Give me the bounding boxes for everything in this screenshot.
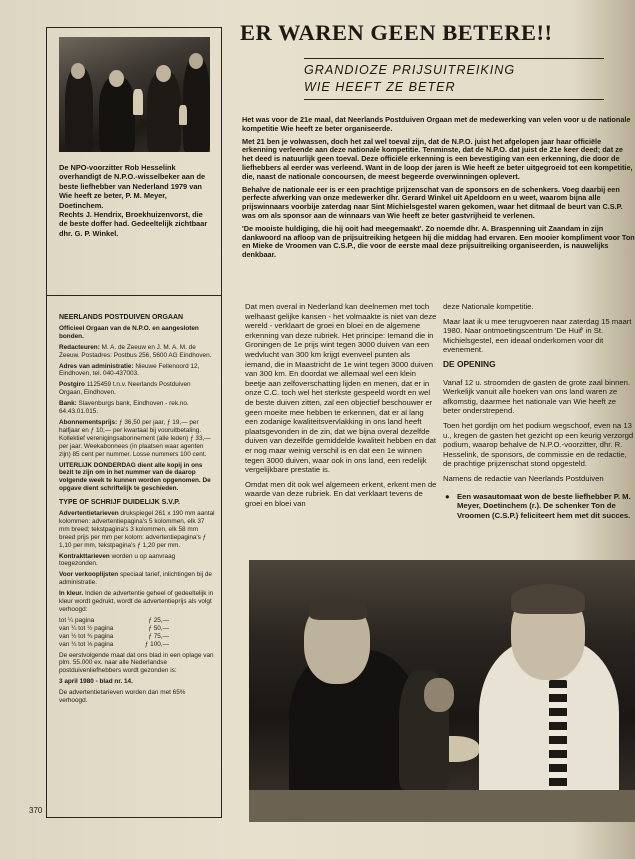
caption-line-1: De NPO-voorzitter Rob Hesselink overhandigt de N.P.O.-wisselbeker aan de beste liefhebber van Nederland 1979 van Wie heeft ze beter, P. M. Meyer, Doetinchem. bbox=[59, 163, 206, 210]
ad-line: Voor verkooplijsten speciaal tarief, inlichtingen bij de administratie. bbox=[59, 571, 212, 587]
closing-date: 3 april 1980 - blad nr. 14. bbox=[59, 678, 133, 686]
caption-line-2: Rechts J. Hendrix, Broekhuizenvorst, die de beste doffer had. Gedeeltelijk zichtbaar dhr. G. P. Winkel. bbox=[59, 210, 208, 238]
color-rate-row: van ¼ tot ½ pagina ƒ 50,— bbox=[59, 624, 169, 632]
ad-line: Advertentietarieven drukspiegel 261 x 190 mm aantal kolommen: advertentiepagina's 5 kolommen, elk 37 mm breed; tekstpagina's 3 kolommen, elk 58 mm breed prijs per mm per kolom: advertentiepagina's ƒ 1,10 per mm, tekstpagina's ƒ 1,20 per mm. bbox=[59, 510, 215, 549]
color-rate-row: tot ¼ pagina ƒ 25,— bbox=[59, 616, 169, 624]
body-paragraph: Vanaf 12 u. stroomden de gasten de grote zaal binnen. Werkelijk vanuit alle hoeken van ons land waren ze afkomstig, daarmee het nationale van Wie heeft ze beter onderstrepend. bbox=[443, 377, 631, 416]
color-rate-table bbox=[59, 617, 215, 649]
section-heading-opening: DE OPENING bbox=[443, 358, 496, 369]
subhead-line-1: GRANDIOZE PRIJSUITREIKING bbox=[304, 63, 516, 77]
body-column-right bbox=[443, 302, 635, 552]
body-paragraph: deze Nationale kompetitie. bbox=[443, 302, 534, 311]
colophon bbox=[59, 314, 215, 708]
photo-handshake bbox=[249, 560, 635, 822]
colophon-line: Adres van administratie: Nieuwe Fellenoord 12, Eindhoven, tel. 040-437003. bbox=[59, 362, 200, 378]
colophon-line: Postgiro 1125459 t.n.v. Neerlands Postduiven Orgaan, Eindhoven. bbox=[59, 381, 191, 397]
intro-paragraph: Met 21 ben je volwassen, doch het zal wel toeval zijn, dat de N.P.O. juist het afgelopen jaar haar officiële erkenning verleende aan deze nationale kompetitie. Tenminste, dat de N.P.O. dat juist de 21e keer deed; dat ze het deed is natuurlijk geen toeval. Deze officiële erkenning is een bevestiging van een erkenning, die door de liefhebbers al eerder was verleend. Want in de loop der jaren is Wie heeft ze beter uitgegroeid tot een kompetitie, die, naast de nationale concoursen, de meest begeerde overwinningen oplevert. bbox=[242, 136, 633, 181]
body-column-left bbox=[245, 302, 437, 552]
colophon-line: Officieel Orgaan van de N.P.O. en aangesloten bonden. bbox=[59, 324, 199, 340]
color-rate-row: van ¾ tot ⅓ pagina ƒ 100,— bbox=[59, 640, 169, 648]
closing-line: De eerstvolgende maal dat ons blad in een oplage van plm. 55.000 ex. naar alle Nederlandse postduivenliefhebbers wordt gezonden is: bbox=[59, 651, 214, 675]
bullet-icon: ● bbox=[445, 491, 450, 501]
headline: ER WAREN GEEN BETERE!! bbox=[240, 20, 553, 45]
photo-caption bbox=[59, 163, 213, 238]
sidebar-box bbox=[46, 27, 222, 818]
colophon-line: Bank: Slavenburgs bank, Eindhoven - rek.no. 64.43.01.015. bbox=[59, 400, 189, 416]
color-rate-row: van ½ tot ¾ pagina ƒ 75,— bbox=[59, 632, 169, 640]
body-paragraph: Dat men overal in Nederland kan deelnemen met toch welhaast gelijke kansen - het volmaakte is niet van deze wereld - verklaart de groei en bloei en de algemene erkenning van deze rubriek. Het principe: Iemand die in Groningen de 1e prijs wint tegen 3000 duiven van een wedvlucht van 300 km krijgt evenveel punten als iemand, die in Maastricht de 1e wint tegen 3000 duiven van 300 km. En doordat we allemaal wel een klein beetje aan zelfoverschatting lijden en menen, dat er in onze C.C. toch wel het sterkste gespeeld wordt en wel de beste duiven zitten, zal een objectief beschouwer er geen moeite mee hebben te erkennen, dat er al lang een zodanige kwaliteitsvervlakking in ons land heeft plaatsgevonden in de zin, dat we bijna overal dezelfde duiven van dezelfde gemiddelde kwaliteit hebben en dat er nog maar weinig verschil is en dat een 1e winnen tegen 3000 duiven, waar ook in ons land, een redelijk vergelijkbare prestatie is. bbox=[245, 302, 437, 475]
body-paragraph: Toen het gordijn om het podium wegschoof, even na 13 u., kregen de gasten het gezicht op een keurig verzorgd podium, waarop behalve de N.P.O.-voorzitter, dhr. R. Hesselink, de sponsors, de commissie en de redactie, de prachtige prijzenschat stond opgesteld. bbox=[443, 420, 634, 469]
colophon-line: UITERLIJK DONDERDAG dient alle kopij in ons bezit te zijn om in het nummer van de daarop volgende week te kunnen worden opgenomen. De opgave dient schriftelijk te geschieden. bbox=[59, 461, 211, 493]
photo-caption-bullet: ● Een wasautomaat won de beste liefhebber P. M. Meyer, Doetinchem (r.). De schenker Ton de Vroomen (C.S.P.) feliciteert hem met dit succes. bbox=[445, 491, 631, 520]
intro-paragraph: Behalve de nationale eer is er een prachtige prijzenschat van de sponsors en de schenkers. Voeg daarbij een perfecte afwerking van onze medewerker dhr. Gerard Winkel uit Apeldoorn en u weet, waarom bijna alle prijswinnaars voorbije zaterdag naar Sint Michielsgestel waren gekomen, waar het ditmaal de beurt van C.S.P. was om als sponsor aan de winnaars van Wie heeft ze beter gastvrijheid te verlenen. bbox=[242, 184, 623, 220]
page-number: 370 bbox=[29, 806, 43, 815]
ad-line: In kleur. Indien de advertentie geheel of gedeeltelijk in kleur wordt gedrukt, wordt de advertentieprijs als volgt verhoogd: bbox=[59, 590, 214, 613]
colophon-line: Abonnementsprijs: ƒ 36,50 per jaar, ƒ 19,— per halfjaar en ƒ 10,— per kwartaal bij vooruitbetaling. Kollektief verenigingsabonnement (alle leden) ƒ 33,— per jaar. Weekabonnees (in plaatsen waar agenten zijn) 85 cent per nummer. Losse nummers 100 cent. bbox=[59, 418, 211, 458]
sidebar-divider bbox=[47, 295, 221, 296]
type-heading: TYPE OF SCHRIJF DUIDELIJK S.V.P. bbox=[59, 499, 180, 507]
body-paragraph: Omdat men dit ook wel algemeen erkent, erkent men de waarde van deze rubriek. En dat verklaart tevens de groei en bloei van bbox=[245, 479, 437, 508]
body-paragraph: Namens de redactie van Neerlands Postduiven bbox=[443, 473, 604, 483]
intro-text bbox=[242, 116, 635, 264]
intro-paragraph: Het was voor de 21e maal, dat Neerlands Postduiven Orgaan met de medewerking van velen voor u de nationale kompetitie Wie heeft ze beter organiseerde. bbox=[242, 116, 631, 133]
subhead-line-2: WIE HEEFT ZE BETER bbox=[304, 80, 456, 94]
intro-paragraph: 'De mooiste huldiging, die hij ooit had meegemaakt'. Zo noemde dhr. A. Braspenning uit Zaandam in zijn dankwoord na afloop van de prijsuitreiking hetgeen hij die middag had ervaren. Een mooier kompliment voor Ton en Mieke de Vroomen van C.S.P., die voor de eerste maal deze prijsuitreiking organiseerden, is nauwelijks denkbaar. bbox=[242, 223, 635, 260]
closing-line: De advertentietarieven worden dan met 65% verhoogd. bbox=[59, 689, 186, 705]
ad-line: Kontrakttarieven worden u op aanvraag toegezonden. bbox=[59, 552, 176, 568]
colophon-line: Redacteuren: M. A. de Zeeuw en J. M. A. M. de Zeeuw. Postadres: Postbus 256, 5600 AG Eindhoven. bbox=[59, 343, 212, 359]
body-paragraph: Maar laat ik u mee terugvoeren naar zaterdag 15 maart 1980. Naar ontmoetingscentrum 'De Huif' in St. Michielsgestel, een ideaal onderkomen voor dit evenement. bbox=[443, 316, 632, 355]
colophon-title: NEERLANDS POSTDUIVEN ORGAAN bbox=[59, 314, 184, 321]
photo-trophy-handover bbox=[59, 37, 210, 152]
subheadline bbox=[304, 58, 604, 100]
